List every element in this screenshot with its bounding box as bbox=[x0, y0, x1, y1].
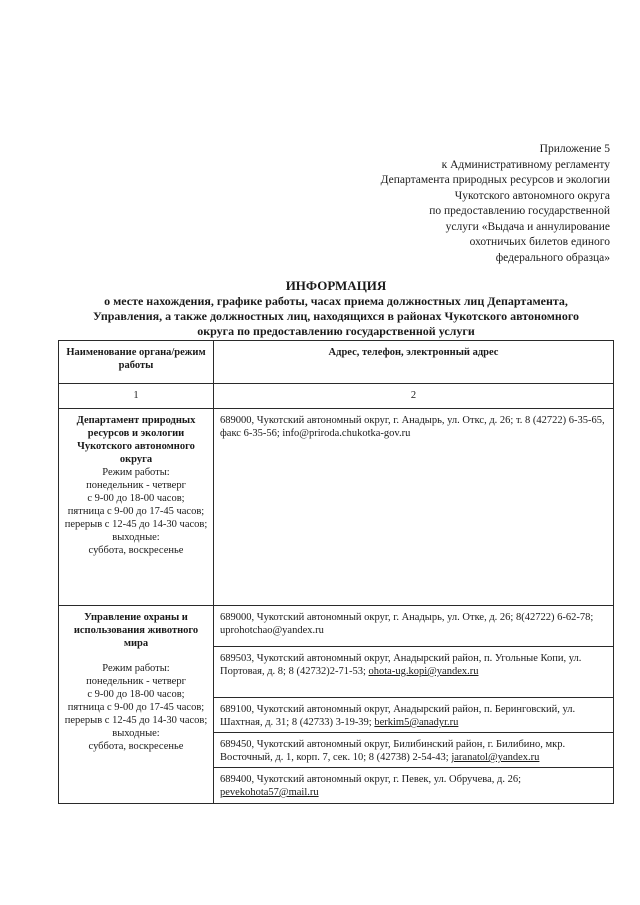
address-text: 689503, Чукотский автономный округ, Анадырский район, п. Угольные Копи, ул. Портовая, д. 8; 8 (42732)2-71-53; bbox=[220, 653, 582, 677]
address-cell bbox=[214, 647, 614, 698]
appendix-line: Департамента природных ресурсов и экологии bbox=[380, 174, 610, 186]
schedule-line: пятница с 9-00 до 17-45 часов; bbox=[67, 506, 205, 517]
schedule-line: понедельник - четверг bbox=[86, 676, 186, 687]
schedule-line: пятница с 9-00 до 17-45 часов; bbox=[67, 702, 205, 713]
appendix-line: к Административному регламенту bbox=[441, 158, 610, 171]
info-subtitle-line: Управления, а также должностных лиц, находящихся в районах Чукотского автономного bbox=[93, 309, 579, 323]
info-subtitle-line: о месте нахождения, графике работы, часах приема должностных лиц Департамента, bbox=[104, 294, 568, 308]
table-header-row bbox=[59, 341, 614, 384]
info-title: ИНФОРМАЦИЯ bbox=[285, 278, 387, 293]
department-cell bbox=[59, 409, 214, 606]
column-number-1: 1 bbox=[59, 384, 214, 409]
department-name: Департамент природных ресурсов и экологии Чукотского автономного округа bbox=[76, 415, 196, 465]
address-text: 689000, Чукотский автономный округ, г. Анадырь, ул. Отке, д. 26; 8(42722) 6-62-78; uprohotchao@yandex.ru bbox=[220, 612, 594, 636]
appendix-line: Чукотского автономного округа bbox=[454, 189, 610, 202]
schedule-line: понедельник - четверг bbox=[86, 480, 186, 491]
email-link[interactable]: pevekohota57@mail.ru bbox=[220, 787, 319, 798]
header-org: Наименование органа/режим работы bbox=[59, 341, 214, 384]
address-cell bbox=[214, 698, 614, 733]
address-cell bbox=[214, 768, 614, 804]
column-number-2: 2 bbox=[214, 384, 614, 409]
schedule-line: суббота, воскресенье bbox=[88, 545, 184, 556]
appendix-line: по предоставлению государственной bbox=[429, 205, 610, 217]
appendix-line: услуги «Выдача и аннулирование bbox=[445, 220, 610, 233]
address-cell bbox=[214, 733, 614, 768]
schedule-line: выходные: bbox=[112, 532, 160, 543]
administration-name: Управление охраны и использования животного мира bbox=[73, 612, 199, 649]
schedule-line: перерыв с 12-45 до 14-30 часов; bbox=[64, 519, 208, 530]
administration-cell bbox=[59, 606, 214, 804]
address-cell bbox=[214, 606, 614, 647]
table-row-administration bbox=[59, 606, 614, 647]
address-text: 689100, Чукотский автономный округ, Анадырский район, п. Беринговский, ул. Шахтная, д. 31; 8 (42733) 3-19-39; bbox=[220, 704, 576, 728]
info-table bbox=[58, 340, 614, 804]
schedule-line: перерыв с 12-45 до 14-30 часов; bbox=[64, 715, 208, 726]
schedule-line: с 9-00 до 18-00 часов; bbox=[87, 493, 185, 504]
appendix-line: охотничьих билетов единого bbox=[469, 236, 610, 248]
column-number-row bbox=[59, 384, 614, 409]
header-address: Адрес, телефон, электронный адрес bbox=[214, 341, 614, 384]
info-title-block bbox=[58, 278, 614, 339]
schedule-line: Режим работы: bbox=[102, 663, 170, 674]
appendix-line: федерального образца» bbox=[495, 251, 610, 264]
schedule-line: Режим работы: bbox=[102, 467, 170, 478]
schedule-line: выходные: bbox=[112, 728, 160, 739]
appendix-line: Приложение 5 bbox=[539, 143, 610, 155]
info-subtitle-line: округа по предоставлению государственной услуги bbox=[197, 324, 475, 338]
appendix-header bbox=[290, 142, 610, 266]
address-text: 689400, Чукотский автономный округ, г. Певек, ул. Обручева, д. 26; bbox=[220, 774, 521, 785]
schedule-line: с 9-00 до 18-00 часов; bbox=[87, 689, 185, 700]
email-link[interactable]: berkim5@anadyr.ru bbox=[374, 717, 459, 728]
department-address: 689000, Чукотский автономный округ, г. Анадырь, ул. Откс, д. 26; т. 8 (42722) 6-35-65, факс 6-35-56; info@priroda.chukotka-gov.ru bbox=[214, 409, 614, 606]
table-row-department bbox=[59, 409, 614, 606]
address-text: 689450, Чукотский автономный округ, Билибинский район, г. Билибино, мкр. Восточный, д. 1, корп. 7, сек. 10; 8 (42738) 2-54-43; bbox=[220, 739, 566, 763]
schedule-line: суббота, воскресенье bbox=[88, 741, 184, 752]
email-link[interactable]: jaranatol@yandex.ru bbox=[451, 752, 540, 763]
email-link[interactable]: ohota-ug.kopi@yandex.ru bbox=[368, 666, 479, 677]
